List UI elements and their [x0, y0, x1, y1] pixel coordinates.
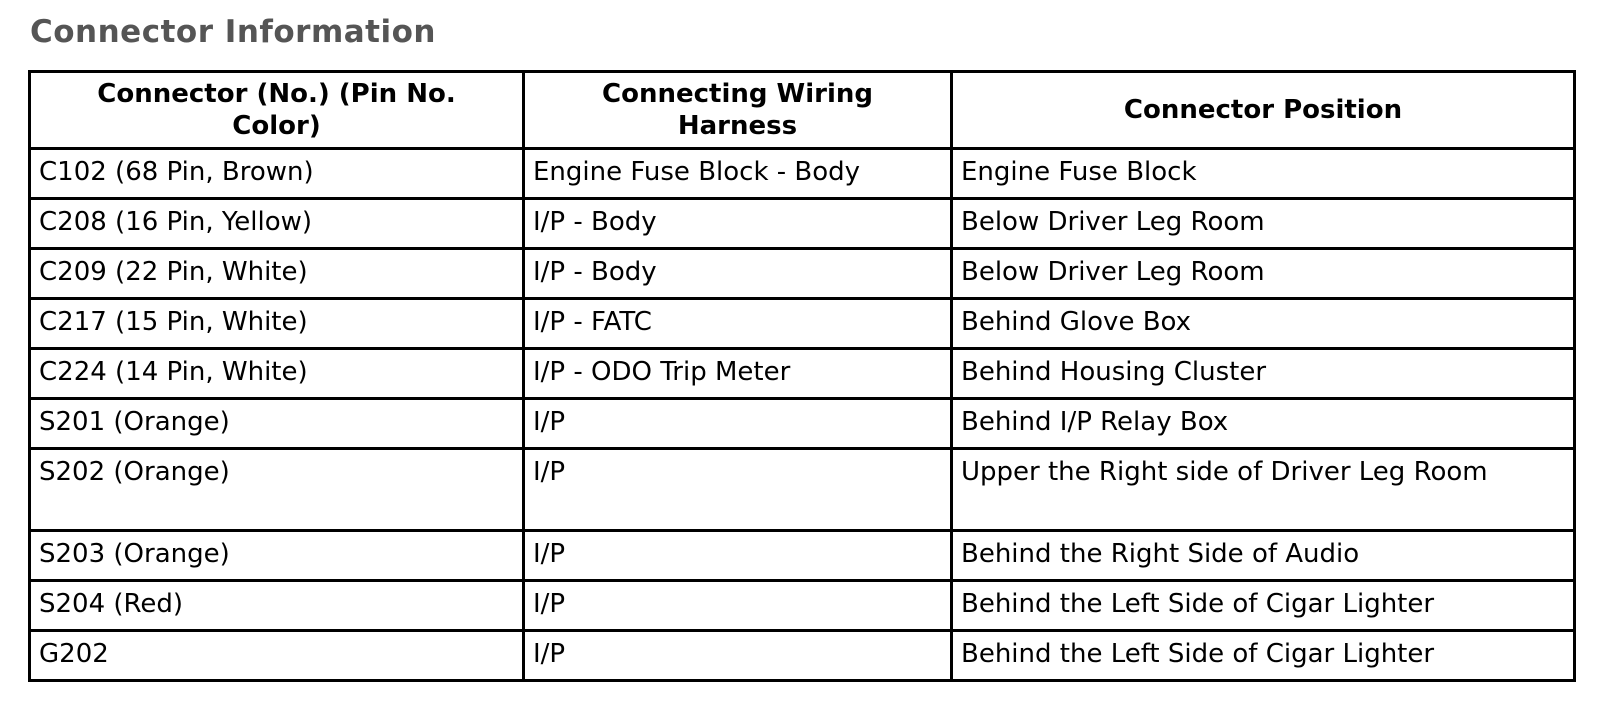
cell-harness: I/P - ODO Trip Meter	[524, 349, 952, 399]
cell-position: Behind I/P Relay Box	[952, 399, 1575, 449]
table-row	[30, 531, 1575, 581]
cell-harness: I/P - Body	[524, 199, 952, 249]
cell-position: Behind Glove Box	[952, 299, 1575, 349]
table-row	[30, 399, 1575, 449]
table-row	[30, 249, 1575, 299]
cell-position: Behind the Right Side of Audio	[952, 531, 1575, 581]
cell-connector: C102 (68 Pin, Brown)	[30, 149, 524, 199]
cell-connector: G202	[30, 631, 524, 681]
table-row	[30, 299, 1575, 349]
cell-connector: C208 (16 Pin, Yellow)	[30, 199, 524, 249]
column-header-harness: Connecting Wiring Harness	[524, 72, 952, 149]
cell-harness: I/P	[524, 631, 952, 681]
table-row	[30, 349, 1575, 399]
cell-harness: Engine Fuse Block - Body	[524, 149, 952, 199]
cell-harness: I/P	[524, 399, 952, 449]
cell-position: Engine Fuse Block	[952, 149, 1575, 199]
table-row	[30, 149, 1575, 199]
cell-position: Below Driver Leg Room	[952, 199, 1575, 249]
cell-connector: S201 (Orange)	[30, 399, 524, 449]
cell-harness: I/P - FATC	[524, 299, 952, 349]
cell-harness: I/P	[524, 449, 952, 531]
cell-connector: C217 (15 Pin, White)	[30, 299, 524, 349]
cell-harness: I/P	[524, 531, 952, 581]
table-row	[30, 581, 1575, 631]
cell-connector: C209 (22 Pin, White)	[30, 249, 524, 299]
table-row	[30, 449, 1575, 531]
column-header-connector: Connector (No.) (Pin No. Color)	[30, 72, 524, 149]
connector-table	[28, 70, 1576, 682]
cell-harness: I/P	[524, 581, 952, 631]
column-header-position: Connector Position	[952, 72, 1575, 149]
cell-harness: I/P - Body	[524, 249, 952, 299]
table-row	[30, 631, 1575, 681]
cell-connector: S202 (Orange)	[30, 449, 524, 531]
cell-position: Upper the Right side of Driver Leg Room	[952, 449, 1575, 531]
cell-position: Behind the Left Side of Cigar Lighter	[952, 581, 1575, 631]
table-header-row	[30, 72, 1575, 149]
cell-connector: C224 (14 Pin, White)	[30, 349, 524, 399]
cell-position: Below Driver Leg Room	[952, 249, 1575, 299]
cell-connector: S203 (Orange)	[30, 531, 524, 581]
page-title: Connector Information	[30, 14, 436, 50]
cell-connector: S204 (Red)	[30, 581, 524, 631]
table-row	[30, 199, 1575, 249]
cell-position: Behind Housing Cluster	[952, 349, 1575, 399]
cell-position: Behind the Left Side of Cigar Lighter	[952, 631, 1575, 681]
